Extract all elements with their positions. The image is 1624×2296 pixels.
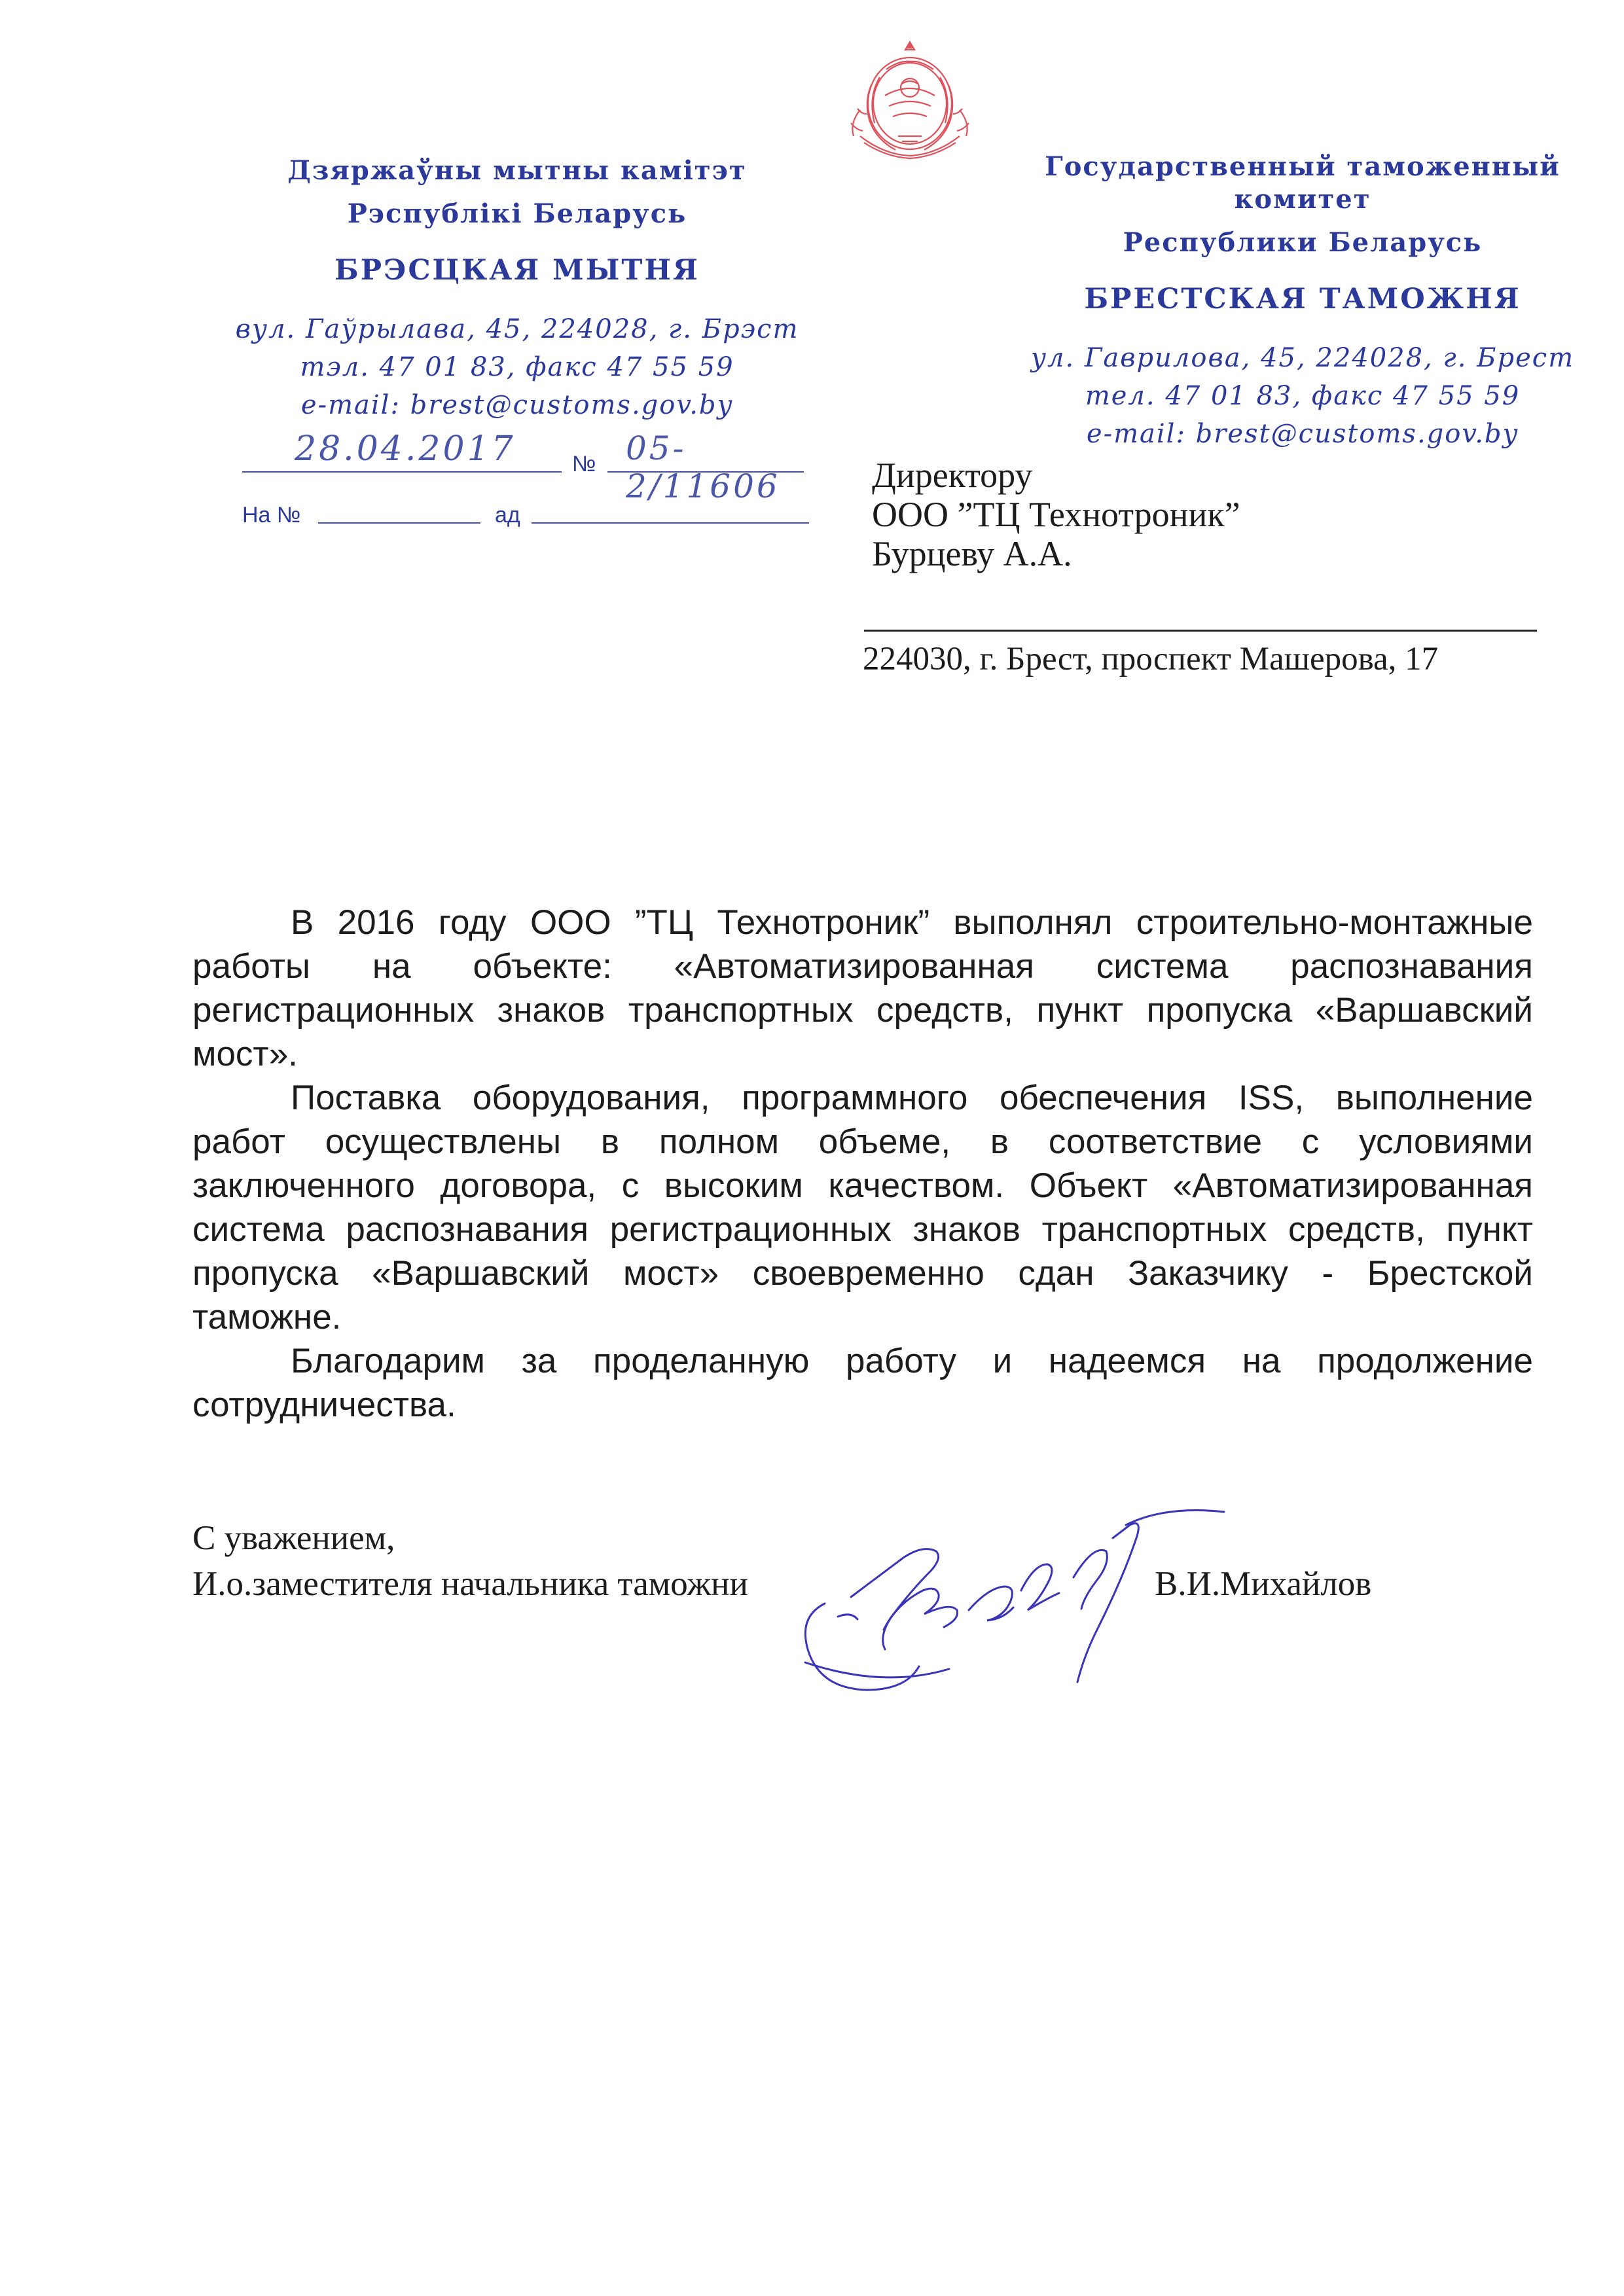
handwritten-signature-icon bbox=[785, 1499, 1257, 1708]
unit-name-by: БРЭСЦКАЯ МЫТНЯ bbox=[334, 254, 700, 287]
email-by: e-mail: brest@customs.gov.by bbox=[300, 390, 734, 420]
ref-label: На № bbox=[242, 503, 301, 528]
recipient-address: 224030, г. Брест, проспект Машерова, 17 bbox=[863, 641, 1439, 677]
phone-by: тэл. 47 01 83, факс 47 55 59 bbox=[300, 352, 734, 382]
number-field[interactable] bbox=[607, 429, 804, 505]
ref-from-label: ад bbox=[495, 503, 520, 528]
email-ru: e-mail: brest@customs.gov.by bbox=[1086, 419, 1519, 449]
paragraph: Поставка оборудования, программного обеспечения ISS, выполнение работ осуществлены в полном объеме, в соответствие с условиями заключенного договора, с высоким качеством. Объект «Автоматизированная система распознавания регистрационных знаков транспортных средств, пункт пропуска «Варшавский мост» своевременно сдан Заказчику - Брестской таможне. bbox=[192, 1079, 1533, 1336]
address-by: вул. Гаўрылава, 45, 224028, г. Брэст bbox=[235, 314, 799, 344]
ref-date-field[interactable] bbox=[532, 496, 809, 524]
divider bbox=[864, 630, 1537, 632]
date-value: 28.04.2017 bbox=[295, 429, 516, 469]
contacts-ru bbox=[988, 339, 1617, 453]
ref-number-field[interactable] bbox=[318, 496, 480, 524]
number-value: 05-2/11606 bbox=[626, 429, 780, 505]
recipient-name: Бурцеву А.А. bbox=[872, 534, 1072, 573]
org-name-ru: Государственный таможенный комитет bbox=[1045, 151, 1561, 215]
country-name-ru: Республики Беларусь bbox=[1123, 227, 1483, 258]
paragraph: Благодарим за проделанную работу и надеемся на продолжение сотрудничества. bbox=[192, 1342, 1533, 1424]
phone-ru: тел. 47 01 83, факс 47 55 59 bbox=[1085, 381, 1521, 411]
recipient-block bbox=[872, 456, 1240, 573]
signer-position: И.о.заместителя начальника таможни bbox=[192, 1565, 748, 1603]
paragraph: В 2016 году ООО ”ТЦ Технотроник” выполнял строительно-монтажные работы на объекте: «Автоматизированная система распознавания регистрационных знаков транспортных средств, пункт пропуска «Варшавский мост». bbox=[192, 903, 1533, 1073]
closing-salutation: С уважением, bbox=[192, 1519, 395, 1557]
date-field[interactable] bbox=[242, 429, 562, 473]
letterhead-left bbox=[183, 154, 851, 424]
letter-body bbox=[192, 901, 1533, 1427]
signer-name: В.И.Михайлов bbox=[1155, 1565, 1372, 1603]
org-name-by: Дзяржаўны мытны камітэт bbox=[287, 155, 747, 186]
address-ru: ул. Гаврилова, 45, 224028, г. Брест bbox=[1030, 343, 1575, 373]
country-name-by: Рэспублікі Беларусь bbox=[347, 198, 687, 229]
recipient-title: Директору bbox=[872, 456, 1033, 495]
letterhead-right bbox=[988, 151, 1617, 453]
number-label: № bbox=[572, 452, 596, 476]
recipient-company: ООО ”ТЦ Технотроник” bbox=[872, 495, 1240, 534]
unit-name-ru: БРЕСТСКАЯ ТАМОЖНЯ bbox=[1084, 283, 1521, 315]
contacts-by bbox=[183, 310, 851, 424]
state-emblem-icon bbox=[834, 38, 986, 161]
